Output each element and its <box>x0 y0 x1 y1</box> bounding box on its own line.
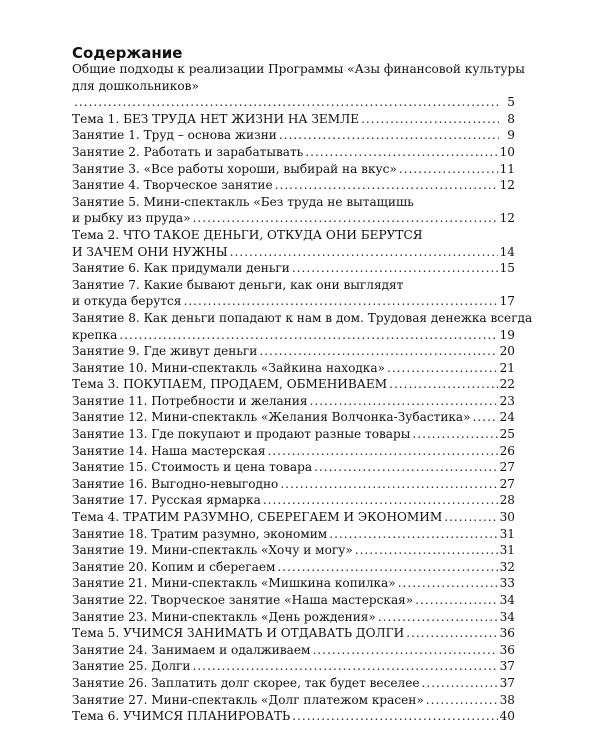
toc-entry-label: Занятие 21. Мини-спектакль «Мишкина копилка» <box>72 576 396 591</box>
dot-leader <box>275 177 498 194</box>
toc-entry-leader-line <box>72 658 515 675</box>
toc-entry[interactable] <box>72 675 515 692</box>
dot-leader <box>310 393 498 410</box>
table-of-contents <box>72 61 533 725</box>
dot-leader <box>378 609 498 626</box>
toc-entry-leader-line <box>72 210 515 227</box>
toc-page-number: 11 <box>499 161 515 176</box>
toc-entry[interactable] <box>72 409 515 426</box>
toc-entry-label: Занятие 25. Долги <box>72 659 191 674</box>
dot-leader <box>426 692 498 709</box>
toc-entry[interactable] <box>72 343 515 360</box>
toc-entry-leader-line <box>72 177 515 194</box>
dot-leader <box>292 708 497 725</box>
dot-leader <box>292 260 498 277</box>
toc-entry-line: Тема 2. ЧТО ТАКОЕ ДЕНЬГИ, ОТКУДА ОНИ БЕРУТСЯ <box>72 227 423 242</box>
toc-entry[interactable] <box>72 575 515 592</box>
toc-entry-label: Занятие 13. Где покупают и продают разные товары <box>72 427 411 442</box>
toc-entry-leader-line <box>72 443 515 460</box>
toc-entry[interactable] <box>72 426 515 443</box>
toc-entry-label: Тема 3. ПОКУПАЕМ, ПРОДАЕМ, ОБМЕНИВАЕМ <box>72 377 388 392</box>
toc-entry-label: Занятие 6. Как придумали деньги <box>72 261 290 276</box>
toc-page-number: 36 <box>499 642 515 657</box>
toc-entry-leader-line <box>72 426 515 443</box>
dot-leader <box>263 492 498 509</box>
toc-entry-leader-line <box>72 692 515 709</box>
toc-entry[interactable] <box>72 144 515 161</box>
toc-page-number: 22 <box>499 377 515 392</box>
dot-leader <box>444 509 497 526</box>
toc-entry-line: Общие подходы к реализации Программы «Азы финансовой культуры <box>72 62 525 76</box>
toc-page-number: 20 <box>499 344 515 359</box>
toc-entry-label: Занятие 18. Тратим разумно, экономим <box>72 526 328 541</box>
toc-page-number: 34 <box>499 609 515 624</box>
toc-entry-leader-line <box>72 542 515 559</box>
toc-entry-leader-line <box>72 244 515 261</box>
toc-entry[interactable] <box>72 161 515 178</box>
toc-page-number: 36 <box>499 626 515 641</box>
toc-entry-label: крепка <box>72 327 118 342</box>
dot-leader <box>387 360 498 377</box>
toc-entry[interactable] <box>72 492 515 509</box>
toc-entry[interactable] <box>72 376 515 393</box>
toc-entry[interactable] <box>72 61 525 111</box>
toc-entry[interactable] <box>72 642 515 659</box>
toc-page-number: 30 <box>499 510 515 525</box>
toc-page-number: 27 <box>499 476 515 491</box>
toc-entry-leader-line <box>72 476 515 493</box>
toc-entry-label: Занятие 2. Работать и зарабатывать <box>72 144 304 159</box>
toc-entry-label: Занятие 27. Мини-спектакль «Долг платежом красен» <box>72 692 424 707</box>
toc-page-number: 8 <box>507 111 515 126</box>
toc-page-number: 19 <box>499 327 515 342</box>
toc-entry-label: И ЗАЧЕМ ОНИ НУЖНЫ <box>72 244 228 259</box>
toc-entry[interactable] <box>72 509 515 526</box>
dot-leader <box>192 658 497 675</box>
dot-leader <box>259 343 497 360</box>
toc-page-number: 12 <box>499 211 515 226</box>
toc-entry-label: Занятие 11. Потребности и желания <box>72 393 308 408</box>
dot-leader <box>412 426 497 443</box>
toc-page-number: 26 <box>499 443 515 458</box>
dot-leader <box>399 161 498 178</box>
toc-entry[interactable] <box>72 277 515 310</box>
toc-entry-line: для дошкольников» <box>72 78 199 93</box>
toc-entry-label: и рыбку из пруда» <box>72 211 191 226</box>
toc-entry-leader-line <box>72 327 515 344</box>
dot-leader <box>389 376 498 393</box>
dot-leader <box>305 144 497 161</box>
toc-entry-leader-line <box>72 393 515 410</box>
dot-leader <box>279 127 499 144</box>
toc-page-number: 28 <box>499 493 515 508</box>
toc-entry-label: Занятие 15. Стоимость и цена товара <box>72 460 313 475</box>
dot-leader <box>267 443 497 460</box>
toc-entry-label: Занятие 10. Мини-спектакль «Зайкина находка» <box>72 360 385 375</box>
toc-entry-leader-line <box>72 94 515 111</box>
dot-leader <box>277 559 497 576</box>
toc-entry-leader-line <box>72 144 515 161</box>
toc-entry[interactable] <box>72 592 515 609</box>
toc-page-number: 32 <box>499 559 515 574</box>
toc-page-number: 17 <box>499 294 515 309</box>
toc-page-number: 33 <box>499 576 515 591</box>
page-title: Содержание <box>72 44 183 62</box>
dot-leader <box>312 642 497 659</box>
toc-entry[interactable] <box>72 393 515 410</box>
dot-leader <box>361 111 499 128</box>
toc-page-number: 37 <box>499 659 515 674</box>
toc-entry-label: Занятие 17. Русская ярмарка <box>72 493 261 508</box>
toc-entry[interactable] <box>72 127 515 144</box>
toc-entry[interactable] <box>72 260 515 277</box>
toc-entry-label: Занятие 20. Копим и сберегаем <box>72 559 276 574</box>
toc-entry-label: Занятие 26. Заплатить долг скорее, так будет веселее <box>72 675 420 690</box>
toc-entry-leader-line <box>72 575 515 592</box>
toc-entry-label: Тема 4. ТРАТИМ РАЗУМНО, СБЕРЕГАЕМ И ЭКОНОМИМ <box>72 510 443 525</box>
dot-leader <box>314 459 498 476</box>
toc-entry-label: Занятие 1. Труд – основа жизни <box>72 128 277 143</box>
toc-page-number: 31 <box>499 526 515 541</box>
toc-entry-leader-line <box>72 642 515 659</box>
toc-page-number: 21 <box>499 360 515 375</box>
dot-leader <box>230 244 498 261</box>
toc-entry-label: и откуда берутся <box>72 294 182 309</box>
dot-leader <box>74 94 499 111</box>
toc-entry-label: Занятие 9. Где живут деньги <box>72 344 258 359</box>
toc-entry-leader-line <box>72 343 515 360</box>
toc-entry-leader-line <box>72 260 515 277</box>
toc-entry[interactable] <box>72 360 515 377</box>
toc-entry-line: Занятие 7. Какие бывают деньги, как они выглядят <box>72 277 404 292</box>
toc-entry[interactable] <box>72 559 515 576</box>
toc-entry-line: Занятие 8. Как деньги попадают к нам в дом. Трудовая денежка всегда <box>72 310 533 325</box>
toc-entry-leader-line <box>72 459 515 476</box>
toc-entry[interactable] <box>72 459 515 476</box>
toc-entry-label: Тема 6. УЧИМСЯ ПЛАНИРОВАТЬ <box>72 709 291 724</box>
toc-page-number: 15 <box>499 261 515 276</box>
toc-page-number: 5 <box>507 95 515 110</box>
toc-page-number: 14 <box>499 244 515 259</box>
toc-entry[interactable] <box>72 708 515 725</box>
toc-entry-leader-line <box>72 559 515 576</box>
toc-page-number: 23 <box>499 393 515 408</box>
toc-entry-label: Тема 5. УЧИМСЯ ЗАНИМАТЬ И ОТДАВАТЬ ДОЛГИ <box>72 626 405 641</box>
toc-entry-label: Занятие 14. Наша мастерская <box>72 443 266 458</box>
toc-entry[interactable] <box>72 609 515 626</box>
toc-entry[interactable] <box>72 542 515 559</box>
toc-entry[interactable] <box>72 227 515 260</box>
toc-page-number: 25 <box>499 427 515 442</box>
toc-entry[interactable] <box>72 177 515 194</box>
toc-entry-label: Занятие 22. Творческое занятие «Наша мастерская» <box>72 593 414 607</box>
toc-entry-leader-line <box>72 111 515 128</box>
dot-leader <box>406 625 497 642</box>
dot-leader <box>193 210 498 227</box>
toc-entry-leader-line <box>72 625 515 642</box>
toc-entry[interactable] <box>72 310 533 343</box>
dot-leader <box>355 542 498 559</box>
toc-page-number: 27 <box>499 460 515 475</box>
toc-entry-leader-line <box>72 509 515 526</box>
toc-entry-leader-line <box>72 592 515 609</box>
dot-leader <box>280 476 497 493</box>
toc-entry[interactable] <box>72 658 515 675</box>
toc-entry-leader-line <box>72 708 515 725</box>
dot-leader <box>415 592 497 609</box>
toc-page-number: 12 <box>499 178 515 193</box>
toc-entry-leader-line <box>72 609 515 626</box>
toc-page-number: 34 <box>499 593 515 607</box>
toc-entry[interactable] <box>72 526 515 543</box>
toc-entry-leader-line <box>72 360 515 377</box>
toc-page-number: 31 <box>499 543 515 558</box>
toc-entry[interactable] <box>72 692 515 709</box>
toc-entry-leader-line <box>72 376 515 393</box>
toc-entry-leader-line <box>72 409 515 426</box>
toc-entry[interactable] <box>72 625 515 642</box>
toc-entry-leader-line <box>72 161 515 178</box>
toc-entry-leader-line <box>72 293 515 310</box>
toc-entry[interactable] <box>72 194 515 227</box>
toc-entry-label: Тема 1. БЕЗ ТРУДА НЕТ ЖИЗНИ НА ЗЕМЛЕ <box>72 111 360 126</box>
toc-entry-leader-line <box>72 127 515 144</box>
dot-leader <box>398 575 498 592</box>
toc-entry-leader-line <box>72 492 515 509</box>
toc-page-number: 40 <box>499 709 515 724</box>
toc-page-number: 24 <box>499 410 515 425</box>
toc-page-number: 9 <box>507 128 515 143</box>
toc-entry-label: Занятие 23. Мини-спектакль «День рождения» <box>72 609 376 624</box>
toc-entry-leader-line <box>72 526 515 543</box>
toc-entry-label: Занятие 4. Творческое занятие <box>72 178 273 193</box>
toc-page-number: 37 <box>499 675 515 690</box>
toc-entry[interactable] <box>72 111 515 128</box>
toc-entry-line: Занятие 5. Мини-спектакль «Без труда не вытащишь <box>72 194 414 209</box>
toc-entry[interactable] <box>72 443 515 460</box>
toc-entry-label: Занятие 16. Выгодно-невыгодно <box>72 476 279 491</box>
toc-entry-label: Занятие 3. «Все работы хороши, выбирай на вкус» <box>72 161 397 176</box>
dot-leader <box>119 327 497 344</box>
toc-entry-leader-line <box>72 675 515 692</box>
dot-leader <box>473 409 498 426</box>
toc-entry-label: Занятие 19. Мини-спектакль «Хочу и могу» <box>72 543 353 558</box>
toc-entry-label: Занятие 12. Мини-спектакль «Желания Волчонка-Зубастика» <box>72 410 471 425</box>
toc-page-number: 10 <box>499 144 515 159</box>
toc-page-number: 38 <box>499 692 515 707</box>
toc-entry[interactable] <box>72 476 515 493</box>
dot-leader <box>329 526 497 543</box>
dot-leader <box>422 675 498 692</box>
toc-entry-label: Занятие 24. Занимаем и одалживаем <box>72 642 311 657</box>
dot-leader <box>183 293 497 310</box>
